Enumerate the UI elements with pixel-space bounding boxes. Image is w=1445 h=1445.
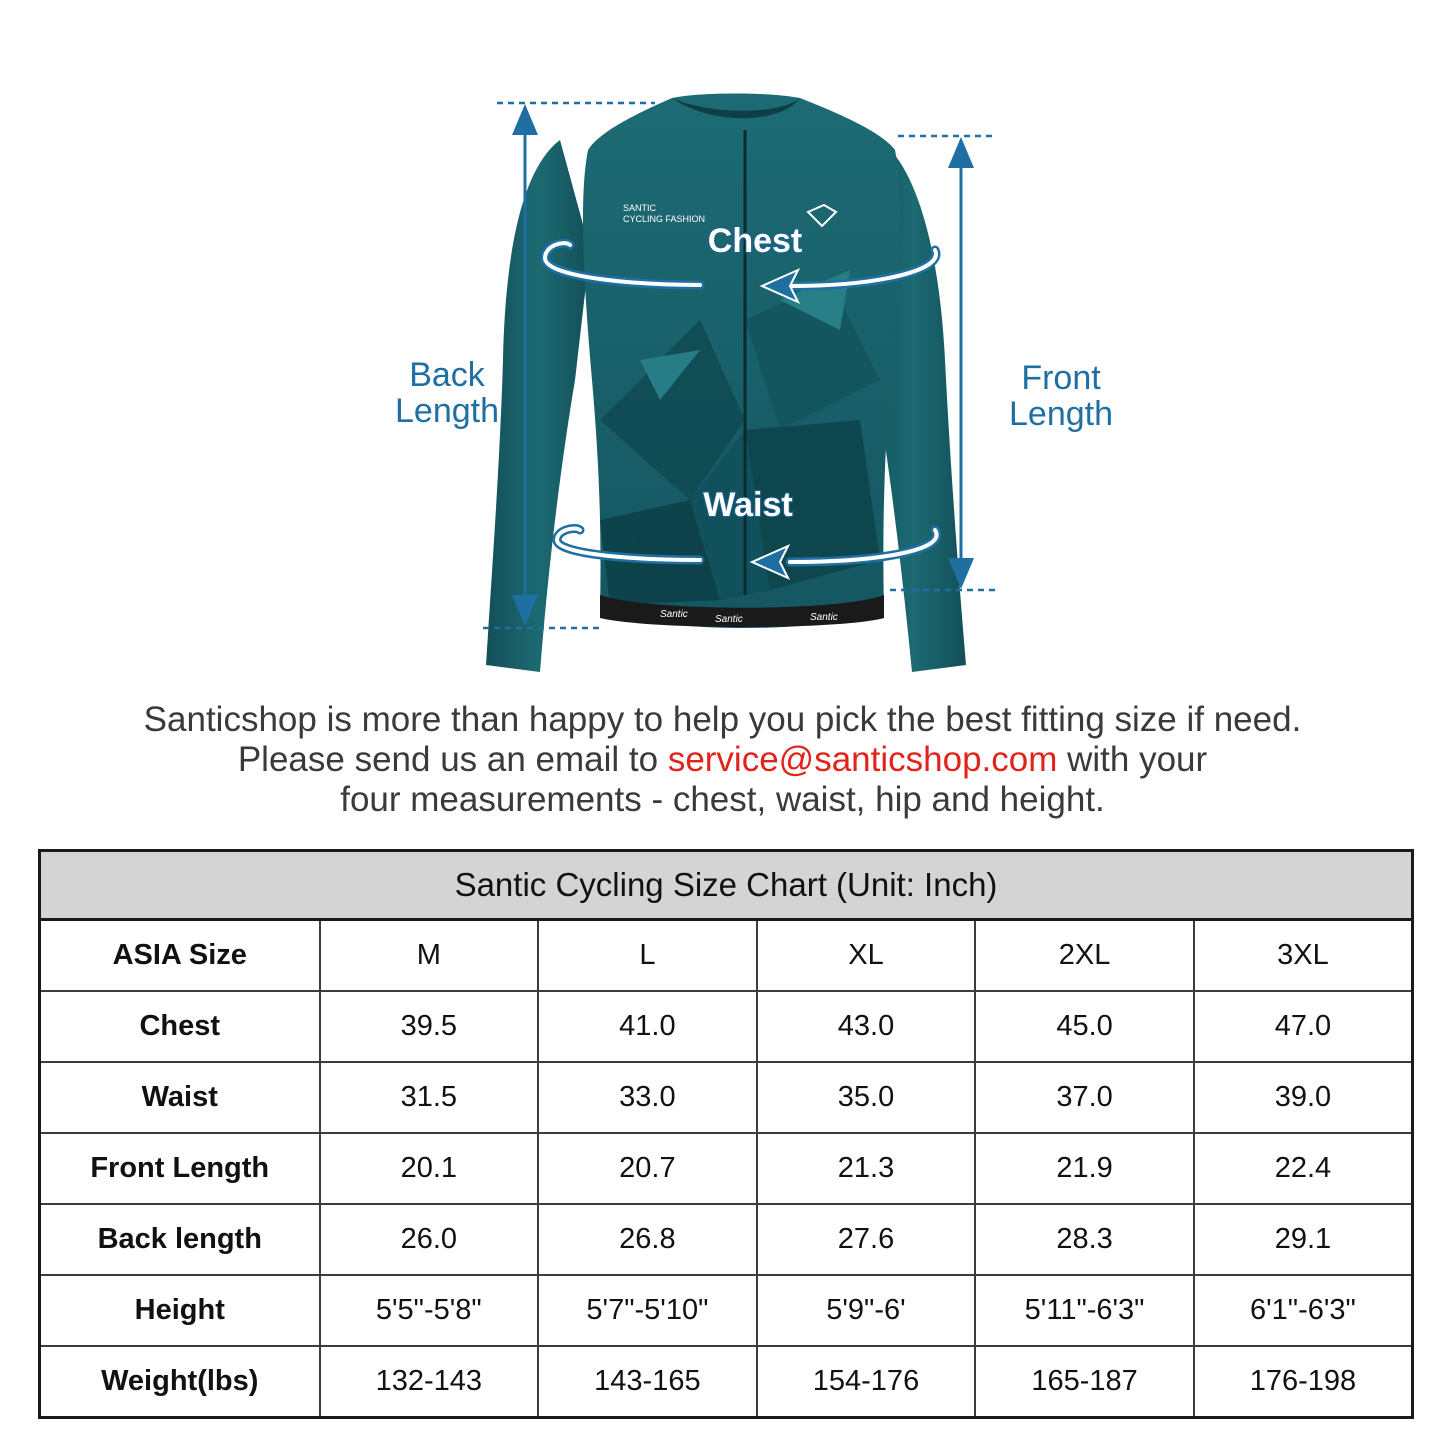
table-cell: 47.0 xyxy=(1194,991,1413,1062)
table-row xyxy=(40,1275,1413,1346)
front-length-label-1: Front xyxy=(1021,359,1101,397)
chest-label: Chest xyxy=(707,222,803,260)
table-cell: 132-143 xyxy=(320,1346,539,1418)
size-header-cell: 2XL xyxy=(975,920,1194,992)
front-length-arrow-top-icon xyxy=(948,137,974,168)
back-length-label-1: Back xyxy=(409,356,485,394)
size-header-cell: L xyxy=(538,920,757,992)
waist-label: Waist xyxy=(703,486,793,524)
table-cell: 5'9"-6' xyxy=(757,1275,976,1346)
size-header-row xyxy=(40,920,1413,992)
table-cell: 43.0 xyxy=(757,991,976,1062)
table-row xyxy=(40,1346,1413,1418)
table-cell: 26.0 xyxy=(320,1204,539,1275)
jersey-measurement-diagram xyxy=(0,0,1445,700)
table-cell: 27.6 xyxy=(757,1204,976,1275)
table-cell: 31.5 xyxy=(320,1062,539,1133)
row-label: Height xyxy=(40,1275,320,1346)
front-length-label-2: Length xyxy=(1009,395,1113,433)
back-length-arrow-top-icon xyxy=(512,104,538,135)
hem-print-3: Santic xyxy=(810,612,838,623)
table-cell: 143-165 xyxy=(538,1346,757,1418)
table-cell: 20.1 xyxy=(320,1133,539,1204)
row-label: Weight(lbs) xyxy=(40,1346,320,1418)
size-header-cell: 3XL xyxy=(1194,920,1413,992)
table-cell: 29.1 xyxy=(1194,1204,1413,1275)
table-cell: 41.0 xyxy=(538,991,757,1062)
row-label: Waist xyxy=(40,1062,320,1133)
size-header-cell: M xyxy=(320,920,539,992)
table-cell: 33.0 xyxy=(538,1062,757,1133)
table-cell: 21.9 xyxy=(975,1133,1194,1204)
table-cell: 176-198 xyxy=(1194,1346,1413,1418)
intro-text xyxy=(0,700,1445,820)
row-label: Front Length xyxy=(40,1133,320,1204)
table-row xyxy=(40,1133,1413,1204)
email-link[interactable]: service@santicshop.com xyxy=(667,740,1058,779)
table-cell: 5'7"-5'10" xyxy=(538,1275,757,1346)
row-label: Chest xyxy=(40,991,320,1062)
table-cell: 6'1"-6'3" xyxy=(1194,1275,1413,1346)
table-cell: 22.4 xyxy=(1194,1133,1413,1204)
row-label: Back length xyxy=(40,1204,320,1275)
table-cell: 37.0 xyxy=(975,1062,1194,1133)
intro-line-3: four measurements - chest, waist, hip and height. xyxy=(340,780,1105,819)
table-cell: 20.7 xyxy=(538,1133,757,1204)
table-cell: 39.5 xyxy=(320,991,539,1062)
table-row xyxy=(40,1204,1413,1275)
table-cell: 45.0 xyxy=(975,991,1194,1062)
table-cell: 35.0 xyxy=(757,1062,976,1133)
intro-line-2 xyxy=(0,740,1445,780)
table-cell: 154-176 xyxy=(757,1346,976,1418)
table-cell: 39.0 xyxy=(1194,1062,1413,1133)
hem-print-2: Santic xyxy=(715,614,743,625)
size-chart-table xyxy=(38,849,1414,1419)
table-cell: 28.3 xyxy=(975,1204,1194,1275)
table-cell: 5'5"-5'8" xyxy=(320,1275,539,1346)
intro-line-2-after: with your xyxy=(1057,740,1208,779)
table-row xyxy=(40,991,1413,1062)
intro-line-1: Santicshop is more than happy to help you pick the best fitting size if need. xyxy=(143,700,1302,739)
size-header-label: ASIA Size xyxy=(40,920,320,992)
table-cell: 5'11"-6'3" xyxy=(975,1275,1194,1346)
table-cell: 21.3 xyxy=(757,1133,976,1204)
table-cell: 165-187 xyxy=(975,1346,1194,1418)
back-length-label-2: Length xyxy=(395,392,499,430)
size-header-cell: XL xyxy=(757,920,976,992)
brand-print-line2: CYCLING FASHION xyxy=(623,214,706,224)
table-row xyxy=(40,1062,1413,1133)
size-chart-title: Santic Cycling Size Chart (Unit: Inch) xyxy=(40,851,1413,920)
left-sleeve xyxy=(486,140,590,672)
intro-line-2-before: Please send us an email to xyxy=(237,740,668,779)
brand-print-line1: SANTIC xyxy=(623,203,657,213)
table-cell: 26.8 xyxy=(538,1204,757,1275)
hem-print-1: Santic xyxy=(660,609,688,620)
